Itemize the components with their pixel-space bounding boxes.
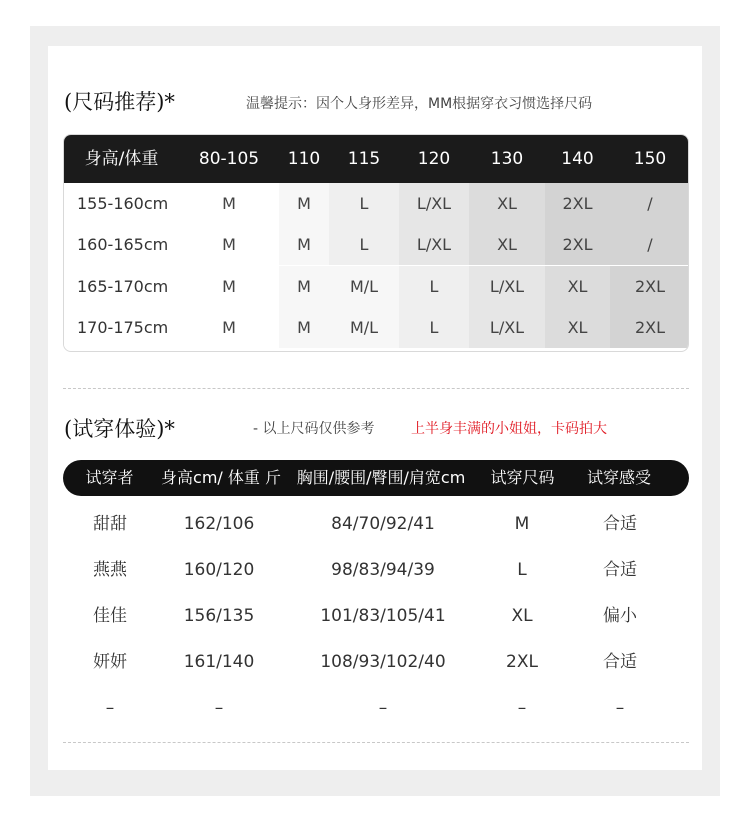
trial-cell: 156/135	[183, 606, 255, 626]
size-cell: L/XL	[469, 307, 545, 348]
trial-cell: 84/70/92/41	[331, 514, 435, 534]
size-cell: M	[179, 224, 279, 265]
size-cell: L	[399, 266, 469, 307]
size-cell: M/L	[329, 266, 399, 307]
size-cell: XL	[545, 266, 610, 307]
trial-cell: 160/120	[183, 560, 255, 580]
trial-cell: 108/93/102/40	[320, 652, 446, 672]
trial-header-cell: 试穿尺码	[490, 468, 555, 487]
size-cell: L/XL	[399, 183, 469, 224]
trial-hint-red: 上半身丰满的小姐姐，卡码拍大	[411, 421, 607, 437]
trial-cell: XL	[511, 606, 533, 626]
size-table	[63, 134, 689, 352]
size-cell: XL	[469, 183, 545, 224]
trial-cell: 161/140	[183, 652, 255, 672]
size-cell: /	[610, 183, 689, 224]
trial-cell: L	[517, 560, 527, 580]
divider	[63, 388, 689, 389]
trial-cell: 妍妍	[93, 652, 127, 672]
trial-cell: 甜甜	[93, 514, 127, 534]
size-cell: M	[179, 183, 279, 224]
trial-cell: –	[615, 698, 625, 718]
trial-cell: 2XL	[506, 652, 538, 672]
size-cell: 2XL	[610, 266, 689, 307]
size-table-header-cell: 80-105	[198, 149, 260, 169]
size-cell: L/XL	[469, 266, 545, 307]
trial-header-cell: 胸围/腰围/臀围/肩宽cm	[296, 468, 466, 487]
size-cell: M	[279, 307, 329, 348]
size-cell: M	[279, 266, 329, 307]
size-table-header	[64, 135, 688, 183]
trial-cell: M	[514, 514, 530, 534]
size-row-label: 165-170cm	[64, 266, 179, 307]
size-table-header-cell: 110	[287, 149, 321, 169]
size-cell: 2XL	[545, 224, 610, 265]
trial-cell: 偏小	[603, 606, 637, 626]
size-row-label: 155-160cm	[64, 183, 179, 224]
size-cell: L	[399, 307, 469, 348]
trial-cell: 佳佳	[93, 606, 127, 626]
size-table-header-cell: 150	[633, 149, 667, 169]
size-cell: XL	[545, 307, 610, 348]
trial-hint: - 以上尺码仅供参考	[253, 421, 375, 437]
size-cell: M/L	[329, 307, 399, 348]
trial-cell: 燕燕	[93, 560, 127, 580]
size-cell: M	[179, 266, 279, 307]
trial-cell: –	[105, 698, 115, 718]
size-row-label: 160-165cm	[64, 224, 179, 265]
size-recommend-title: (尺码推荐)*	[64, 90, 175, 114]
trial-table-header	[63, 460, 689, 496]
divider	[63, 742, 689, 743]
trial-cell: 101/83/105/41	[320, 606, 446, 626]
trial-cell: –	[517, 698, 527, 718]
size-table-header-cell: 140	[561, 149, 594, 169]
trial-cell: –	[378, 698, 388, 718]
size-cell: L/XL	[399, 224, 469, 265]
trial-header-cell: 试穿感受	[586, 468, 651, 487]
size-cell: M	[279, 224, 329, 265]
size-cell: L	[329, 224, 399, 265]
size-table-header-cell: 130	[490, 149, 524, 169]
size-cell: M	[279, 183, 329, 224]
size-table-body	[64, 183, 688, 352]
size-cell: 2XL	[545, 183, 610, 224]
size-cell: 2XL	[610, 307, 689, 348]
size-table-header-cell: 115	[347, 149, 381, 169]
trial-cell: 合适	[603, 514, 637, 534]
trial-cell: 合适	[603, 560, 637, 580]
trial-cell: –	[214, 698, 224, 718]
size-cell: L	[329, 183, 399, 224]
size-recommend-hint: 温馨提示：因个人身形差异，MM根据穿衣习惯选择尺码	[246, 96, 593, 112]
trial-header-cell: 身高cm/ 体重 斤	[161, 468, 281, 487]
size-cell: /	[610, 224, 689, 265]
trial-title: (试穿体验)*	[64, 417, 175, 441]
trial-header-cell: 试穿者	[85, 468, 134, 487]
trial-cell: 合适	[603, 652, 637, 672]
trial-cell: 98/83/94/39	[331, 560, 435, 580]
trial-cell: 162/106	[183, 514, 255, 534]
size-table-header-cell: 身高/体重	[84, 149, 159, 169]
size-table-header-cell: 120	[417, 149, 451, 169]
size-row-label: 170-175cm	[64, 307, 179, 348]
size-cell: XL	[469, 224, 545, 265]
size-cell: M	[179, 307, 279, 348]
